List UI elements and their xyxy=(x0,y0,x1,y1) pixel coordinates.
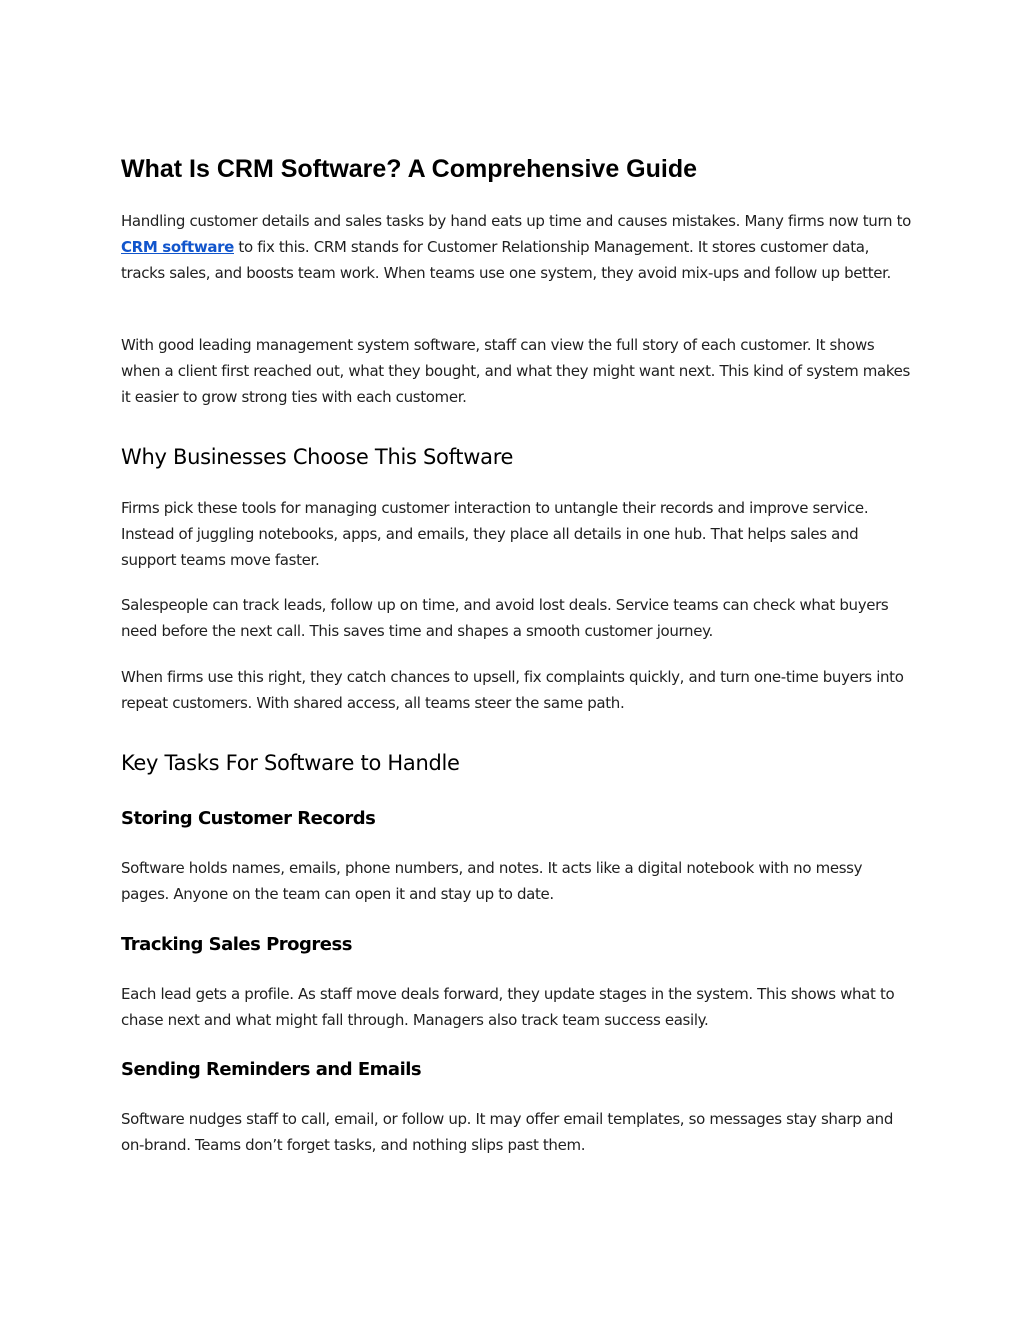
tracking-paragraph: Each lead gets a profile. As staff move deals forward, they update stages in the system. This shows what to chase next and what might fall through. Managers also track team success easily. xyxy=(121,985,895,1029)
subheading-sending-reminders: Sending Reminders and Emails xyxy=(121,1059,422,1080)
subheading-tracking-sales: Tracking Sales Progress xyxy=(121,934,352,955)
storing-paragraph: Software holds names, emails, phone numbers, and notes. It acts like a digital notebook with no messy pages. Anyone on the team can open it and stay up to date. xyxy=(121,859,863,903)
why-paragraph-1: Firms pick these tools for managing customer interaction to untangle their records and improve service. Instead of juggling notebooks, apps, and emails, they place all details in one hub. That helps sales and support teams move faster. xyxy=(121,499,869,569)
section-heading-key-tasks: Key Tasks For Software to Handle xyxy=(121,751,460,775)
reminders-paragraph: Software nudges staff to call, email, or follow up. It may offer email templates, so messages stay sharp and on-brand. Teams don’t forget tasks, and nothing slips past them. xyxy=(121,1110,894,1154)
intro-paragraph-2: With good leading management system software, staff can view the full story of each customer. It shows when a client first reached out, what they bought, and what they might want next. This kind of system makes it easier to grow strong ties with each customer. xyxy=(121,336,910,406)
intro-text-after-link: to fix this. CRM stands for Customer Relationship Management. It stores customer data, tracks sales, and boosts team work. When teams use one system, they avoid mix-ups and follow up better. xyxy=(121,238,891,282)
section-heading-why: Why Businesses Choose This Software xyxy=(121,445,514,469)
subheading-storing-records: Storing Customer Records xyxy=(121,808,376,829)
page-title: What Is CRM Software? A Comprehensive Guide xyxy=(121,155,698,183)
why-paragraph-2: Salespeople can track leads, follow up on time, and avoid lost deals. Service teams can check what buyers need before the next call. This saves time and shapes a smooth customer journey. xyxy=(121,596,889,640)
intro-text-before-link: Handling customer details and sales tasks by hand eats up time and causes mistakes. Many firms now turn to xyxy=(121,212,911,230)
crm-software-link[interactable]: CRM software xyxy=(121,238,234,256)
intro-paragraph-1 xyxy=(121,208,911,286)
why-paragraph-3: When firms use this right, they catch chances to upsell, fix complaints quickly, and turn one-time buyers into repeat customers. With shared access, all teams steer the same path. xyxy=(121,668,904,712)
